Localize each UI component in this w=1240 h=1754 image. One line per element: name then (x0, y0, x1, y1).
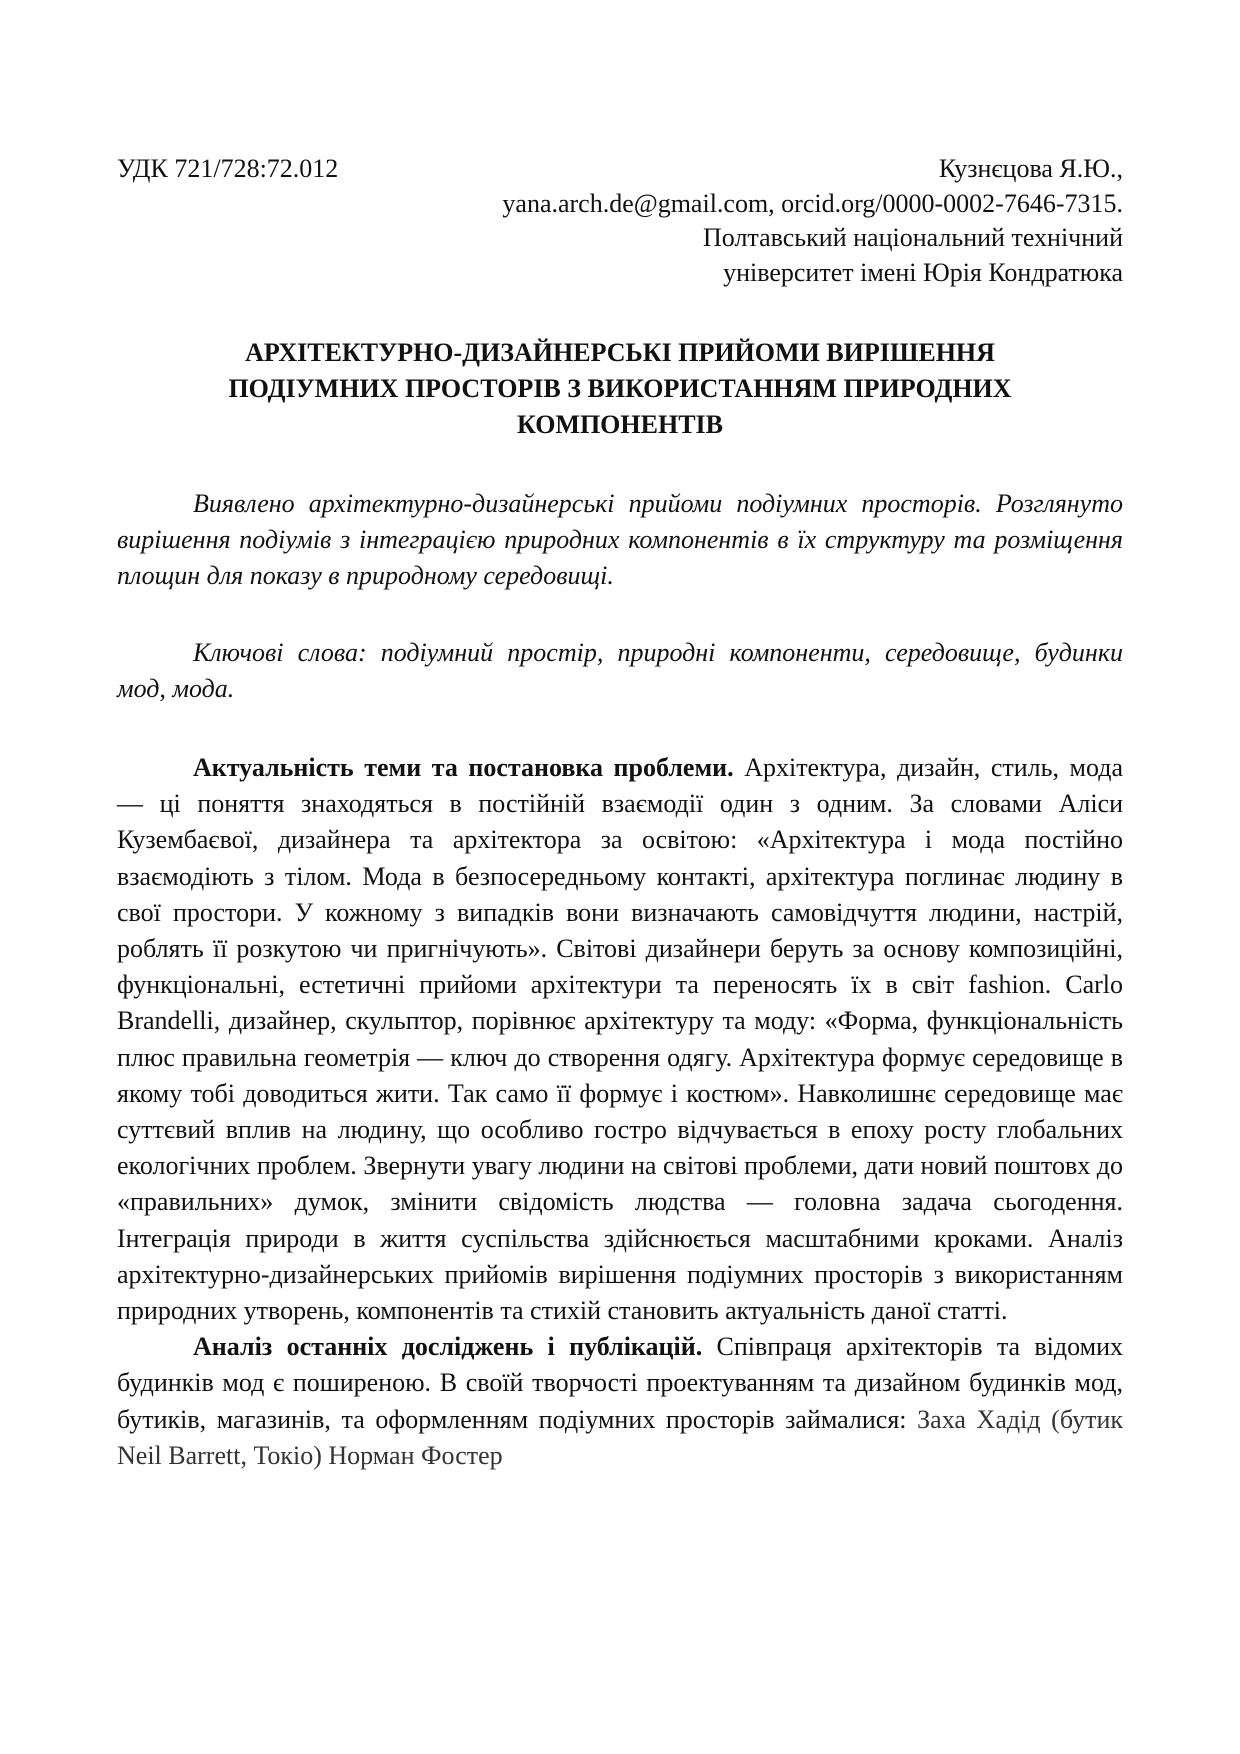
udk-code: УДК 721/728:72.012 (117, 154, 339, 183)
keywords: Ключові слова: подіумний простір, природні компоненти, середовище, будинки мод, мода. (117, 638, 1123, 703)
article-title (117, 335, 1123, 443)
section-literature (117, 1329, 1123, 1474)
title-line-2: ПОДІУМНИХ ПРОСТОРІВ З ВИКОРИСТАННЯМ ПРИРОДНИХ (228, 374, 1012, 403)
affiliation-line-2: університет імені Юрія Кондратюка (723, 257, 1123, 287)
section-text-continued: Заха Хадід (бутик Neil Barrett, Токіо) Норман Фостер (117, 1404, 1123, 1470)
section-heading: Аналіз останніх досліджень і публікацій. (193, 1332, 703, 1362)
abstract: Виявлено архітектурно-дизайнерські прийоми подіумних просторів. Розглянуто вирішення подіумів з інтеграцією природних компонентів в їх структуру та розміщення площин для показу в природному середовищі. (117, 489, 1123, 590)
section-text: Архітектура, дизайн, стиль, мода — ці поняття знаходяться в постійній взаємодії один з одним. За словами Аліси Кузембаєвої, дизайнера та архітектора за освітою: «Архітектура і мода постійно взаємодіють з тілом. Мода в безпосередньому контакті, архітектура поглинає людину в свої простори. У кожному з випадків вони визначають самовідчуття людини, настрій, роблять її розкутою чи пригнічують». Світові дизайнери беруть за основу композиційні, функціональні, естетичні прийоми архітектури та переносять їх в світ fashion. Carlo Brandelli, дизайнер, скульптор, порівнює архітектуру та моду: «Форма, функціональність плюс правильна геометрія — ключ до створення одягу. Архітектура формує середовище в якому тобі доводиться жити. Так само її формує і костюм». Навколишнє середовище має суттєвий вплив на людину, що особливо гостро відчувається в епоху росту глобальних екологічних проблем. Звернути увагу людини на світові проблеми, дати новий поштовх до «правильних» думок, змінити свідомість людства — головна задача сьогодення. Інтеграція природи в життя суспільства здійснюється масштабними кроками. Аналіз архітектурно-дизайнерських прийомів вирішення подіумних просторів з використанням природних утворень, компонентів та стихій становить актуальність даної статті. (117, 753, 1123, 1326)
section-text: Співпраця архітекторів та відомих будинків мод є поширеною. В своїй творчості проектуванням та дизайном будинків мод, бутиків, магазинів, та оформленням подіумних просторів займалися: (117, 1332, 1123, 1434)
title-line-3: КОМПОНЕНТІВ (516, 410, 723, 439)
author-contacts: yana.arch.de@gmail.com, orcid.org/0000-0002-7646-7315. (502, 188, 1123, 218)
section-heading: Актуальність теми та постановка проблеми. (193, 753, 734, 782)
author-name: Кузнєцова Я.Ю., (938, 154, 1123, 183)
affiliation-line-1: Полтавський національний технічний (703, 223, 1123, 252)
section-relevance (117, 750, 1123, 1329)
article-body (117, 750, 1123, 1474)
author-block (502, 152, 1123, 290)
title-line-1: АРХІТЕКТУРНО-ДИЗАЙНЕРСЬКІ ПРИЙОМИ ВИРІШЕННЯ (245, 338, 995, 367)
